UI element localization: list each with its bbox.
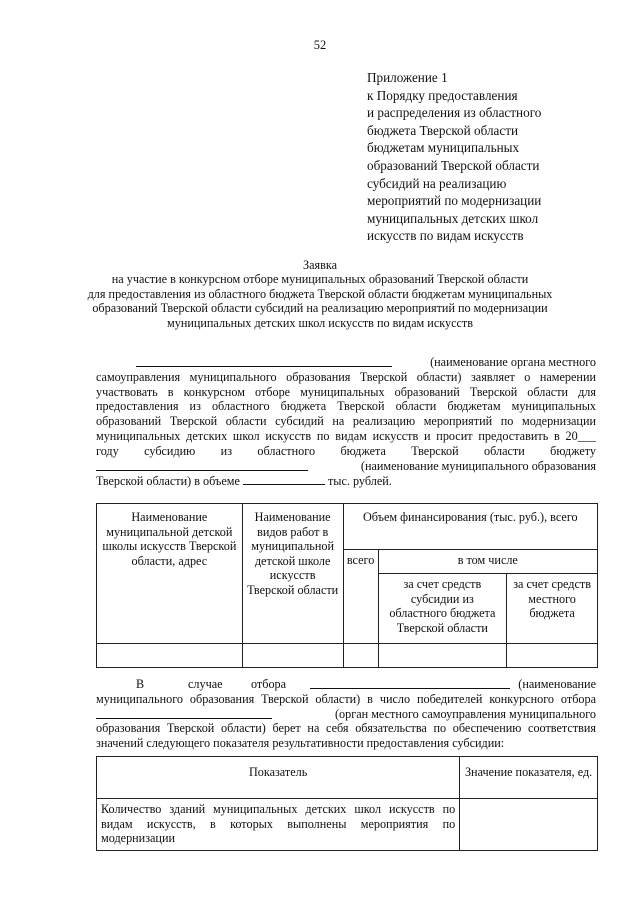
page-number: 52: [313, 38, 327, 52]
appendix-line: образований Тверской области: [367, 157, 540, 173]
municipality-name-blank[interactable]: [96, 459, 308, 471]
paragraph-line: самоуправления муниципального образования Тверской области) заявляет о намерении: [96, 369, 596, 384]
paragraph-line: [96, 473, 596, 488]
paragraph-line: [96, 677, 596, 692]
appendix-header: [367, 69, 617, 245]
paragraph-line: [96, 459, 596, 474]
appendix-line: мероприятий по модернизации: [367, 193, 542, 209]
subtitle-line: образований Тверской области субсидий на реализацию мероприятий по модернизации: [92, 301, 548, 316]
appendix-line: муниципальных детских школ: [367, 210, 539, 226]
appendix-line: субсидий на реализацию: [367, 175, 507, 191]
table-row: [97, 644, 598, 668]
paragraph-text: (наименование органа местного: [430, 355, 596, 369]
header-indicator-value: Значение показателя, ед.: [460, 757, 598, 799]
paragraph-line: образований Тверской области субсидий на реализацию мероприятий по модернизации: [96, 414, 596, 429]
subtitle-line: муниципальных детских школ искусств по видам искусств: [167, 315, 473, 330]
paragraph-line: [96, 355, 596, 370]
header-local-funds: за счет средств местного бюджета: [507, 574, 598, 644]
appendix-line: Приложение 1: [367, 70, 448, 85]
appendix-line: и распределения из областного: [367, 105, 542, 121]
amount-blank[interactable]: [243, 473, 325, 485]
paragraph-text: отбора: [251, 677, 287, 691]
paragraph-line: [96, 707, 596, 722]
paragraph-line: предоставления из областного бюджета Тверской области бюджетам муниципальных: [96, 399, 596, 414]
paragraph-line: муниципальных детских школ искусств по видам искусств и просит предоставить в 20___: [96, 428, 596, 443]
header-works: Наименование видов работ в муниципальной детской школе искусств Тверской области: [242, 504, 343, 644]
paragraph-text: Тверской области) в объеме: [96, 474, 240, 489]
header-subsidy-funds: за счет средств субсидии из областного бюджета Тверской области: [378, 574, 507, 644]
paragraph-text: В: [136, 677, 145, 691]
table-cell[interactable]: [378, 644, 507, 668]
appendix-line: бюджетам муниципальных: [367, 140, 520, 156]
paragraph-line: участвовать в конкурсном отборе муниципальных образований Тверской области для: [96, 384, 596, 399]
paragraph-line: году субсидию из областного бюджета Тверской области бюджету: [96, 443, 596, 458]
document-subtitle: [70, 272, 570, 330]
paragraph-text: (орган местного самоуправления муниципального: [334, 706, 596, 721]
paragraph-line: муниципального образования Тверской области) в число победителей конкурсного отбора: [96, 691, 596, 706]
table-cell[interactable]: [97, 644, 243, 668]
organ-name-blank[interactable]: [136, 355, 392, 367]
appendix-line: к Порядку предоставления: [367, 87, 518, 103]
header-total: всего: [343, 550, 378, 644]
document-title: Заявка: [302, 258, 338, 272]
table-row: [97, 799, 598, 851]
indicator-value[interactable]: [460, 799, 598, 851]
paragraph-line: значений следующего показателя результативности предоставления субсидии:: [96, 736, 505, 751]
municipality-name-blank[interactable]: [310, 677, 510, 689]
appendix-line: бюджета Тверской области: [367, 122, 519, 138]
obligation-paragraph: [96, 677, 596, 751]
header-including: в том числе: [378, 550, 597, 574]
indicator-table: [96, 756, 598, 851]
appendix-line: искусств по видам искусств: [367, 228, 524, 244]
subtitle-line: на участие в конкурсном отборе муниципальных образований Тверской области: [111, 272, 529, 286]
paragraph-line: образования Тверской области) берет на себя обязательства по обеспечению соответствия: [96, 721, 596, 736]
header-indicator: Показатель: [97, 757, 460, 799]
paragraph-text: (наименование муниципального образования: [360, 458, 596, 473]
header-funding-volume: Объем финансирования (тыс. руб.), всего: [343, 504, 597, 550]
organ-blank[interactable]: [96, 707, 272, 719]
subtitle-line: для предоставления из областного бюджета Тверской области бюджетам муниципальных: [87, 286, 553, 301]
table-cell[interactable]: [507, 644, 598, 668]
paragraph-text: тыс. рублей.: [327, 474, 392, 489]
table-cell[interactable]: [242, 644, 343, 668]
table-cell[interactable]: [343, 644, 378, 668]
paragraph-text: случае: [188, 677, 223, 691]
paragraph-text: (наименование: [518, 677, 596, 691]
header-school-name: Наименование муниципальной детской школы искусств Тверской области, адрес: [97, 504, 243, 644]
funding-table: [96, 503, 598, 668]
application-paragraph: [96, 355, 596, 488]
indicator-name: Количество зданий муниципальных детских школ искусств по видам искусств, в которых выполнены мероприятия по модернизации: [97, 799, 460, 851]
